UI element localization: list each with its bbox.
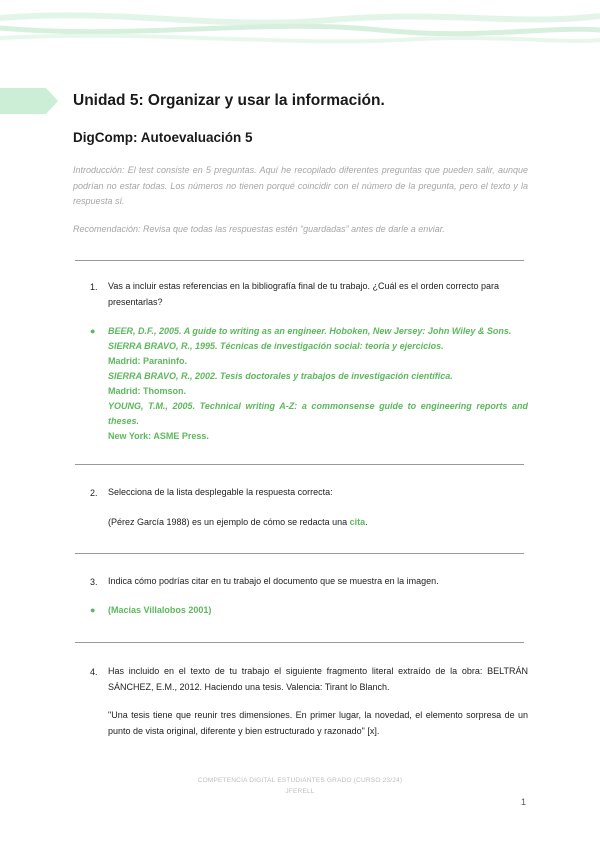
question-1-number: 1. bbox=[90, 282, 98, 292]
answer-bullet-icon: ● bbox=[90, 605, 96, 615]
question-2-text: Selecciona de la lista desplegable la respuesta correcta: bbox=[108, 487, 333, 497]
page-number: 1 bbox=[521, 797, 527, 807]
answer-bullet-icon: ● bbox=[90, 326, 96, 336]
footer-author: JFERELL bbox=[285, 788, 315, 795]
divider bbox=[75, 464, 524, 465]
header-wave-decoration bbox=[0, 0, 600, 60]
answer-line: YOUNG, T.M., 2005. Technical writing A-Z: a commonsense guide to engineering reports and theses. New York: ASME Press. bbox=[108, 401, 528, 441]
answer-line: SIERRA BRAVO, R., 2002. Tesis doctorales y trabajos de investigación científica. Madrid: Thomson. bbox=[108, 371, 453, 396]
page-subtitle: DigComp: Autoevaluación 5 bbox=[73, 130, 253, 145]
question-3-text: Indica cómo podrías citar en tu trabajo el documento que se muestra en la imagen. bbox=[108, 576, 439, 586]
question-2-sentence: (Pérez García 1988) es un ejemplo de cómo se redacta una cita. bbox=[108, 517, 368, 527]
question-1-answer bbox=[108, 324, 528, 444]
page-title: Unidad 5: Organizar y usar la información. bbox=[73, 92, 385, 109]
question-2-number: 2. bbox=[90, 488, 98, 498]
question-2-answer: cita bbox=[349, 517, 366, 527]
question-4-text: Has incluido en el texto de tu trabajo el siguiente fragmento literal extraído de la obra: BELTRÁN SÁNCHEZ, E.M., 2012. Haciendo una tesis. Valencia: Tirant lo Blanch. bbox=[108, 666, 528, 692]
question-4-quote: "Una tesis tiene que reunir tres dimensiones. En primer lugar, la novedad, el elemento sorpresa de un punto de vista original, diferente y bien estructurado y razonado" [x]. bbox=[108, 710, 528, 736]
answer-line: SIERRA BRAVO, R., 1995. Técnicas de investigación social: teoría y ejercicios. Madrid: Paraninfo. bbox=[108, 341, 444, 366]
question-3-number: 3. bbox=[90, 577, 98, 587]
divider bbox=[75, 553, 524, 554]
divider bbox=[75, 642, 524, 643]
question-3-answer: (Macías Villalobos 2001) bbox=[108, 605, 212, 615]
answer-line: BEER, D.F., 2005. A guide to writing as an engineer. Hoboken, New Jersey: John Wiley & Sons. bbox=[108, 326, 512, 336]
section-tab-marker bbox=[0, 88, 58, 114]
intro-paragraph: Introducción: El test consiste en 5 preguntas. Aquí he recopilado diferentes preguntas que pueden salir, aunque podrían no estar todas. Los números no tienen porqué coincidir con el número de la pregunta, pero el texto y la respuesta sí. bbox=[73, 165, 528, 206]
question-1-text: Vas a incluir estas referencias en la bibliografía final de tu trabajo. ¿Cuál es el orden correcto para presentarlas? bbox=[108, 281, 500, 307]
question-4-number: 4. bbox=[90, 667, 98, 677]
footer-course: COMPETENCIA DIGITAL ESTUDIANTES GRADO (CURSO 23/24) bbox=[197, 777, 403, 784]
recommendation-paragraph: Recomendación: Revisa que todas las respuestas estén “guardadas” antes de darle a enviar. bbox=[73, 224, 445, 234]
divider bbox=[75, 260, 524, 261]
